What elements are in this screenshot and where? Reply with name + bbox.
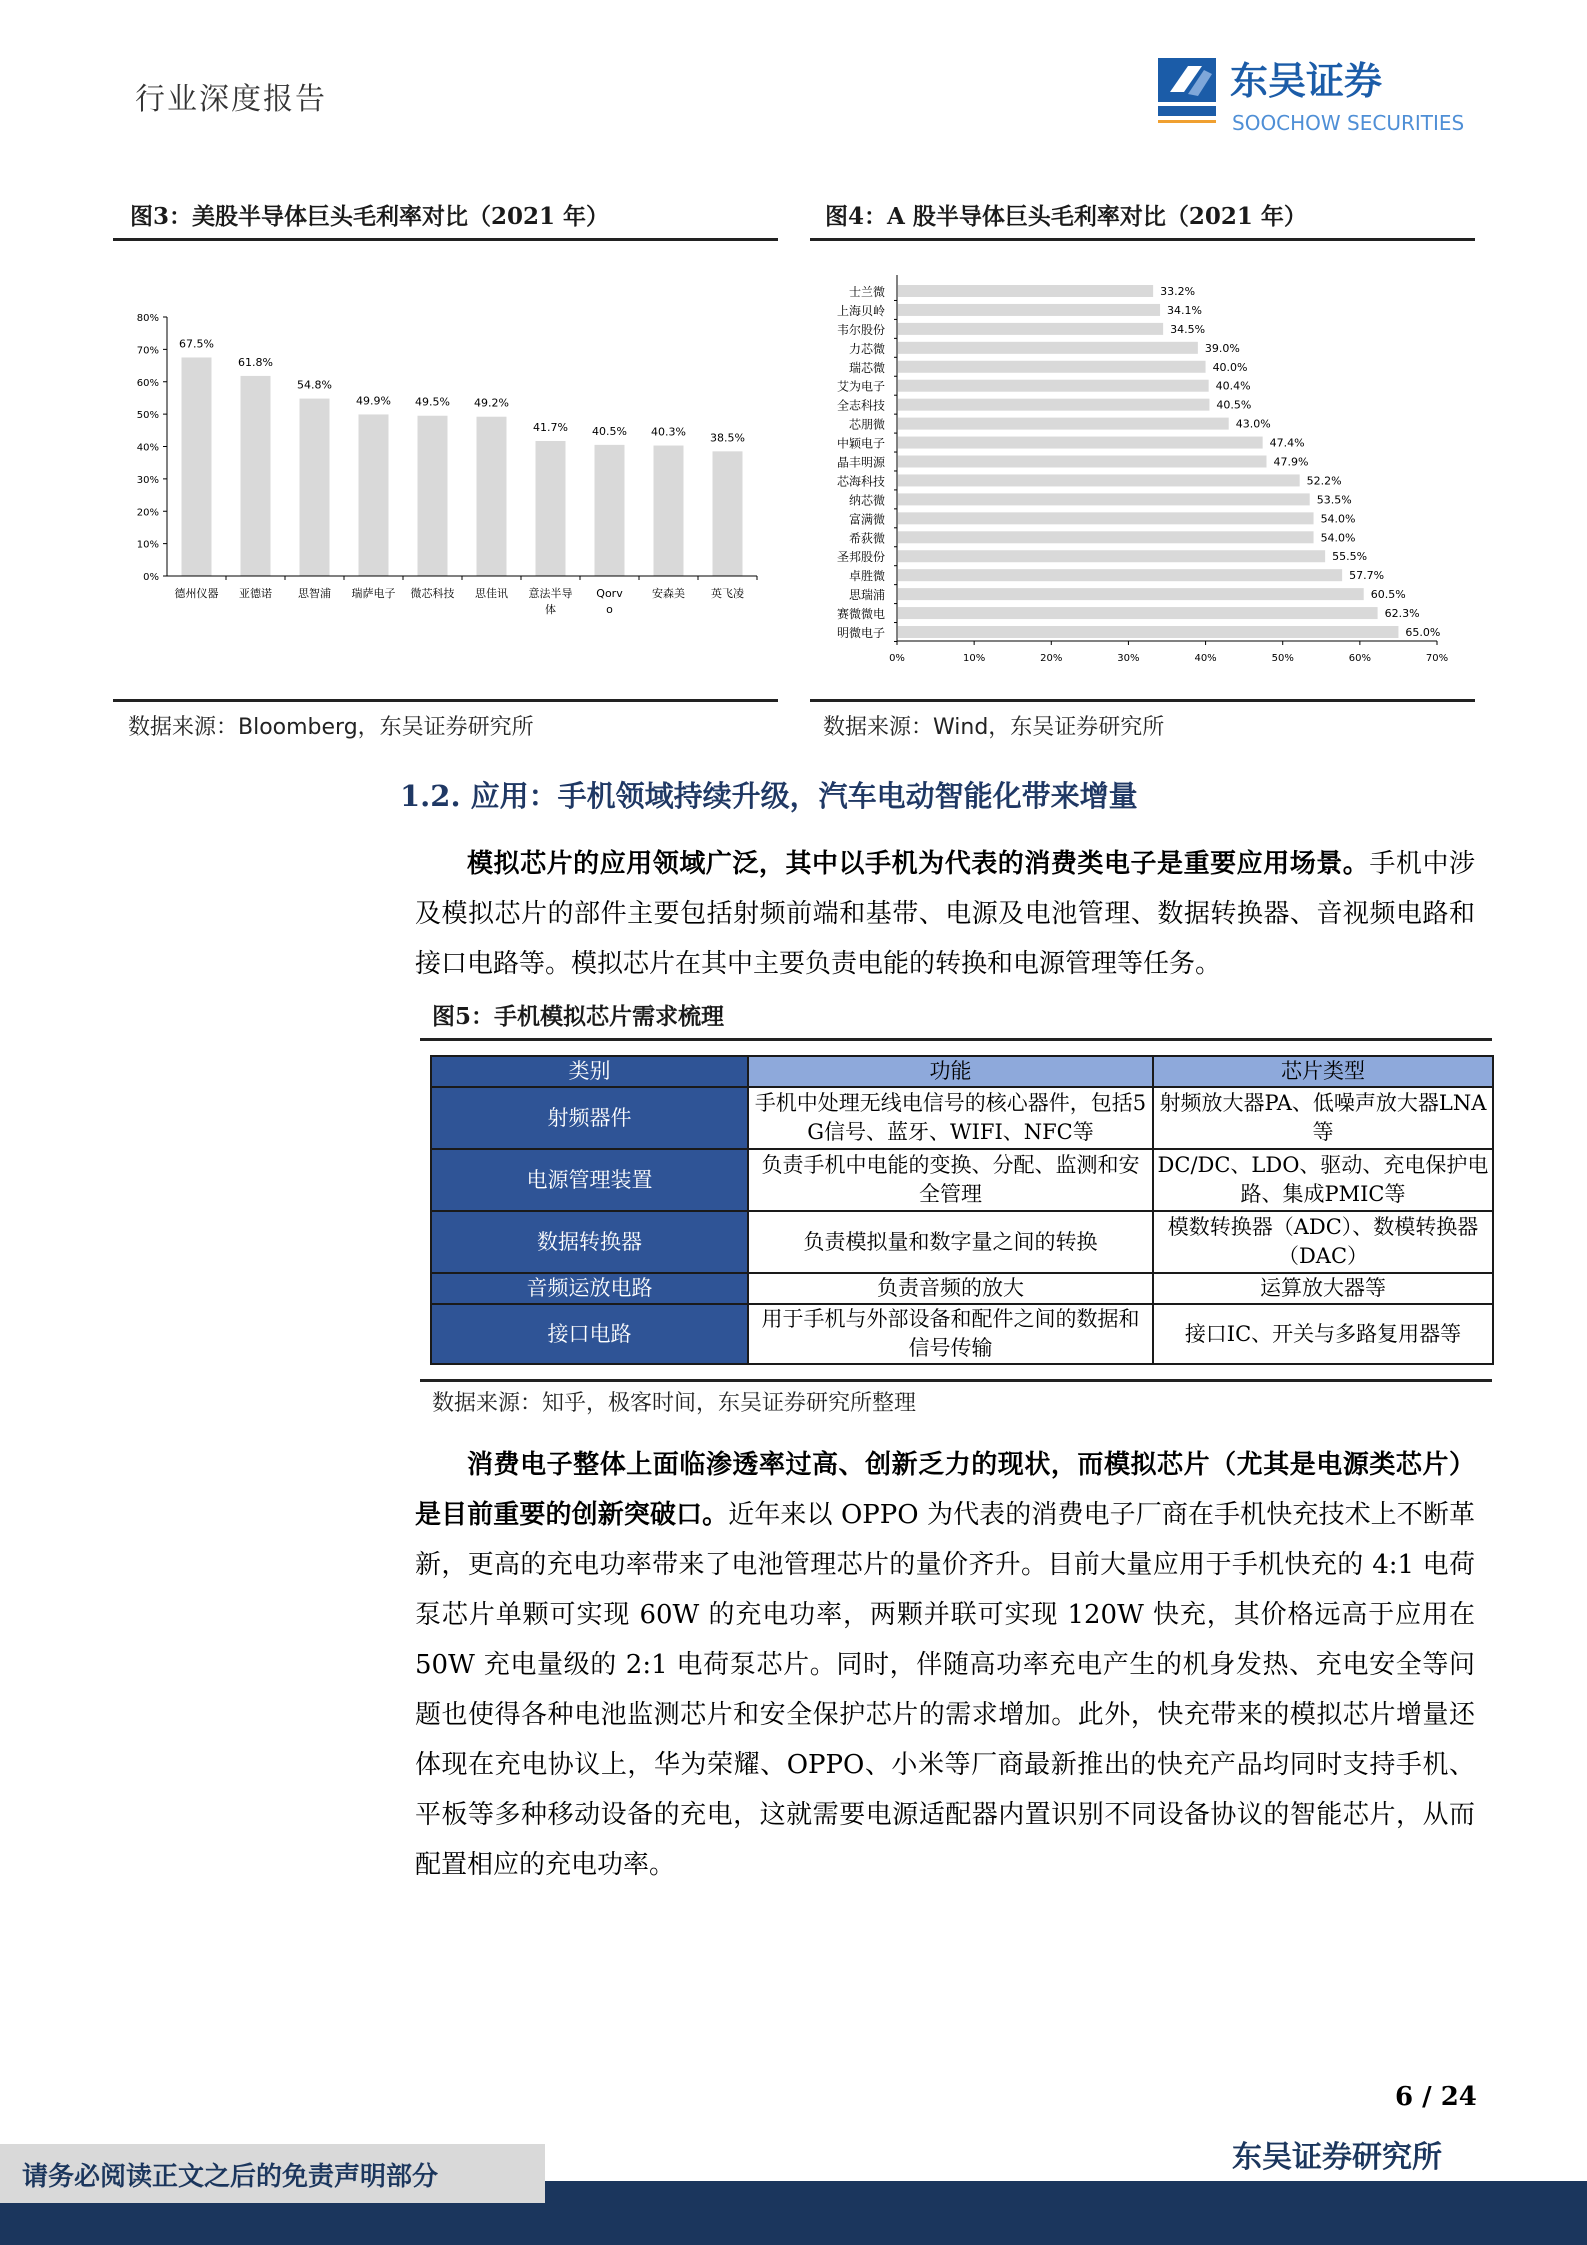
y-tick-label: 40%: [136, 442, 159, 454]
bar: [898, 569, 1342, 581]
table-header-row: [431, 1056, 1493, 1087]
para2-body: 近年来以 OPPO 为代表的消费电子厂商在手机快充技术上不断革新，更高的充电功率带来了电池管理芯片的量价齐升。目前大量应用于手机快充的 4:1 电荷泵芯片单颗可实现 60W 的充电功率，两颗并联可实现 120W 快充，其价格远高于应用在 50W 充电量级的 2:1 电荷泵芯片。同时，伴随高功率充电产生的机身发热、充电安全等问题也使得各种电池监测芯片和安全保护芯片的需求增加。此外，快充带来的模拟芯片增量还体现在充电协议上，华为荣耀、OPPO、小米等厂商最新推出的快充产品均同时支持手机、平板等多种移动设备的充电，这就需要电源适配器内置识别不同设备协议的智能芯片，从而配置相应的充电功率。: [415, 1500, 1475, 1880]
footer-institute: 东吴证券研究所: [1232, 2140, 1442, 2175]
bar: [595, 445, 625, 576]
y-tick-label: 士兰微: [848, 285, 885, 299]
table-row: [431, 1149, 1493, 1211]
fig3-source: 数据来源：Bloomberg，东吴证券研究所: [128, 715, 534, 740]
table-row: [431, 1211, 1493, 1273]
data-label: 38.5%: [710, 431, 745, 445]
section-heading: 1.2. 应用：手机领域持续升级，汽车电动智能化带来增量: [400, 779, 1138, 813]
data-label: 39.0%: [1204, 341, 1240, 355]
bar: [898, 607, 1378, 619]
cell-chip-type: 射频放大器PA、低噪声放大器LNA等: [1153, 1087, 1493, 1149]
cell-category: 接口电路: [431, 1304, 748, 1364]
bar: [300, 399, 330, 576]
phone-analog-chip-table: [430, 1055, 1494, 1365]
divider: [420, 1379, 1492, 1382]
bar: [898, 380, 1209, 392]
col-header-chip-type: 芯片类型: [1153, 1056, 1493, 1087]
x-tick-label: 思佳讯: [475, 587, 508, 600]
cell-category: 电源管理装置: [431, 1149, 748, 1211]
x-tick-label: 60%: [1348, 653, 1371, 664]
x-tick-label: 30%: [1117, 653, 1140, 664]
y-tick-label: 上海贝岭: [836, 303, 885, 318]
col-header-function: 功能: [748, 1056, 1153, 1087]
y-tick-label: 30%: [136, 474, 159, 486]
cell-category: 射频器件: [431, 1087, 748, 1149]
para1-lead: 模拟芯片的应用领域广泛，其中以手机为代表的消费类电子是重要应用场景。: [467, 849, 1370, 879]
bar: [418, 416, 448, 576]
data-label: 47.9%: [1273, 455, 1309, 469]
data-label: 54.8%: [297, 378, 332, 392]
y-tick-label: 芯朋微: [848, 417, 885, 432]
page-number: 6 / 24: [1395, 2082, 1477, 2112]
a-share-semis-margin-chart: [810, 270, 1460, 680]
data-label: 60.5%: [1370, 588, 1406, 602]
bar: [898, 399, 1209, 411]
x-tick-label: 50%: [1271, 653, 1294, 664]
x-tick-label: 40%: [1194, 653, 1217, 664]
bar: [898, 304, 1160, 316]
data-label: 53.5%: [1316, 493, 1352, 507]
fig3-title: 图3：美股半导体巨头毛利率对比（2021 年）: [130, 203, 610, 230]
y-tick-label: 全志科技: [836, 398, 885, 413]
bar: [898, 342, 1198, 354]
y-tick-label: 力芯微: [848, 341, 885, 356]
bar: [182, 357, 212, 576]
bar: [898, 493, 1310, 505]
y-tick-label: 希荻微: [848, 531, 885, 546]
bar: [898, 418, 1229, 430]
y-tick-label: 80%: [136, 313, 159, 324]
data-label: 57.7%: [1349, 569, 1385, 583]
logo-mark-icon: [1158, 54, 1478, 138]
cell-category: 音频运放电路: [431, 1273, 748, 1304]
y-tick-label: 韦尔股份: [836, 322, 885, 337]
bar: [898, 437, 1263, 449]
data-label: 54.0%: [1320, 512, 1356, 526]
data-label: 47.4%: [1269, 436, 1305, 450]
cell-function: 负责手机中电能的变换、分配、监测和安全管理: [748, 1149, 1153, 1211]
y-tick-label: 卓胜微: [848, 569, 885, 584]
data-label: 33.2%: [1160, 285, 1196, 298]
x-tick-label: 思智浦: [298, 587, 331, 600]
x-tick-label: 德州仪器: [174, 587, 219, 600]
bar: [898, 323, 1163, 335]
bar: [898, 474, 1300, 486]
data-label: 67.5%: [179, 337, 214, 351]
data-label: 61.8%: [238, 355, 273, 369]
y-tick-label: 0%: [143, 572, 159, 583]
fig4-title: 图4：A 股半导体巨头毛利率对比（2021 年）: [825, 203, 1307, 230]
y-tick-label: 10%: [136, 539, 159, 551]
data-label: 40.3%: [651, 425, 686, 439]
x-tick-label: 10%: [963, 653, 986, 664]
y-tick-label: 20%: [136, 507, 159, 519]
cell-function: 手机中处理无线电信号的核心器件，包括5G信号、蓝牙、WIFI、NFC等: [748, 1087, 1153, 1149]
bar: [898, 285, 1153, 297]
logo-cn-text: 东吴证券: [1230, 59, 1383, 103]
y-tick-label: 晶丰明源: [836, 455, 885, 470]
bar: [898, 361, 1206, 373]
cell-function: 用于手机与外部设备和配件之间的数据和信号传输: [748, 1304, 1153, 1364]
x-tick-label: 70%: [1425, 653, 1449, 664]
divider: [420, 1038, 1492, 1041]
bar: [898, 550, 1325, 562]
x-tick-label: 微芯科技: [410, 587, 455, 600]
fig5-block: [420, 1055, 1492, 1418]
data-label: 41.7%: [533, 420, 568, 434]
data-label: 40.5%: [592, 424, 627, 438]
x-tick-label: 亚德诺: [239, 587, 272, 600]
data-label: 55.5%: [1332, 550, 1368, 564]
divider: [113, 699, 778, 702]
y-tick-label: 中颖电子: [836, 436, 885, 451]
us-semis-margin-chart: [110, 300, 760, 630]
paragraph-2: [415, 1440, 1475, 1890]
x-tick-label: 0%: [889, 653, 905, 664]
cell-chip-type: 模数转换器（ADC）、数模转换器（DAC）: [1153, 1211, 1493, 1273]
para2-lead: 消费电子整体上面临渗透率过高、创新乏力的现状，而模拟芯片（尤其是电源类芯片）是目前重要的创新突破口。: [415, 1450, 1475, 1530]
paragraph-1: [415, 839, 1475, 989]
col-header-category: 类别: [431, 1056, 748, 1087]
data-label: 34.1%: [1167, 303, 1203, 317]
disclaimer-link[interactable]: 请务必阅读正文之后的免责声明部分: [22, 2162, 439, 2192]
data-label: 49.5%: [415, 395, 450, 409]
bar: [898, 512, 1314, 524]
logo-en-text: SOOCHOW SECURITIES: [1232, 111, 1465, 135]
bar: [477, 417, 507, 576]
bar: [713, 451, 743, 576]
bar: [359, 414, 389, 576]
y-tick-label: 芯海科技: [836, 474, 885, 489]
para1-body: 手机中涉及模拟芯片的部件主要包括射频前端和基带、电源及电池管理、数据转换器、音视频电路和接口电路等。模拟芯片在其中主要负责电能的转换和电源管理等任务。: [415, 849, 1475, 979]
y-tick-label: 艾为电子: [836, 379, 885, 394]
y-tick-label: 60%: [136, 377, 159, 389]
y-tick-label: 富满微: [848, 512, 885, 527]
fig4-source: 数据来源：Wind，东吴证券研究所: [823, 715, 1165, 740]
y-tick-label: 明微电子: [836, 626, 885, 640]
data-label: 34.5%: [1170, 322, 1206, 336]
data-label: 49.2%: [474, 396, 509, 410]
x-tick-label: 体: [545, 603, 556, 616]
cell-function: 负责模拟量和数字量之间的转换: [748, 1211, 1153, 1273]
data-label: 49.9%: [356, 394, 391, 408]
divider: [810, 699, 1475, 702]
table-row: [431, 1087, 1493, 1149]
bar: [241, 376, 271, 576]
fig5-title: 图5：手机模拟芯片需求梳理: [432, 1003, 725, 1030]
divider: [113, 238, 778, 241]
x-tick-label: 瑞萨电子: [351, 587, 396, 600]
cell-chip-type: DC/DC、LDO、驱动、充电保护电路、集成PMIC等: [1153, 1149, 1493, 1211]
y-tick-label: 70%: [136, 345, 159, 357]
x-tick-label: o: [606, 603, 613, 616]
x-tick-label: 安森美: [652, 587, 685, 600]
x-tick-label: 意法半导: [528, 587, 573, 600]
y-tick-label: 纳芯微: [848, 493, 885, 508]
x-tick-label: 20%: [1040, 653, 1063, 664]
data-label: 40.5%: [1216, 398, 1252, 412]
y-tick-label: 50%: [136, 410, 159, 422]
x-tick-label: Qorv: [596, 587, 623, 600]
doc-type-label: 行业深度报告: [135, 82, 327, 117]
bar: [898, 588, 1364, 600]
table-row: [431, 1273, 1493, 1304]
cell-chip-type: 运算放大器等: [1153, 1273, 1493, 1304]
cell-category: 数据转换器: [431, 1211, 748, 1273]
data-label: 62.3%: [1384, 607, 1420, 621]
data-label: 40.4%: [1215, 379, 1251, 393]
data-label: 40.0%: [1212, 360, 1248, 374]
y-tick-label: 圣邦股份: [836, 550, 885, 565]
bar: [654, 446, 684, 576]
data-label: 43.0%: [1235, 417, 1271, 431]
fig5-source: 数据来源：知乎，极客时间，东吴证券研究所整理: [432, 1391, 917, 1416]
bar: [536, 441, 566, 576]
bar: [898, 456, 1267, 468]
cell-chip-type: 接口IC、开关与多路复用器等: [1153, 1304, 1493, 1364]
y-tick-label: 赛微微电: [836, 607, 885, 622]
y-tick-label: 瑞芯微: [848, 360, 885, 375]
bar: [898, 626, 1398, 638]
soochow-logo: [1158, 54, 1478, 138]
table-row: [431, 1304, 1493, 1364]
divider: [810, 238, 1475, 241]
bar: [898, 531, 1314, 543]
data-label: 65.0%: [1405, 626, 1441, 639]
data-label: 54.0%: [1320, 531, 1356, 545]
data-label: 52.2%: [1306, 474, 1342, 488]
x-tick-label: 英飞凌: [711, 587, 744, 600]
cell-function: 负责音频的放大: [748, 1273, 1153, 1304]
y-tick-label: 思瑞浦: [848, 588, 885, 603]
